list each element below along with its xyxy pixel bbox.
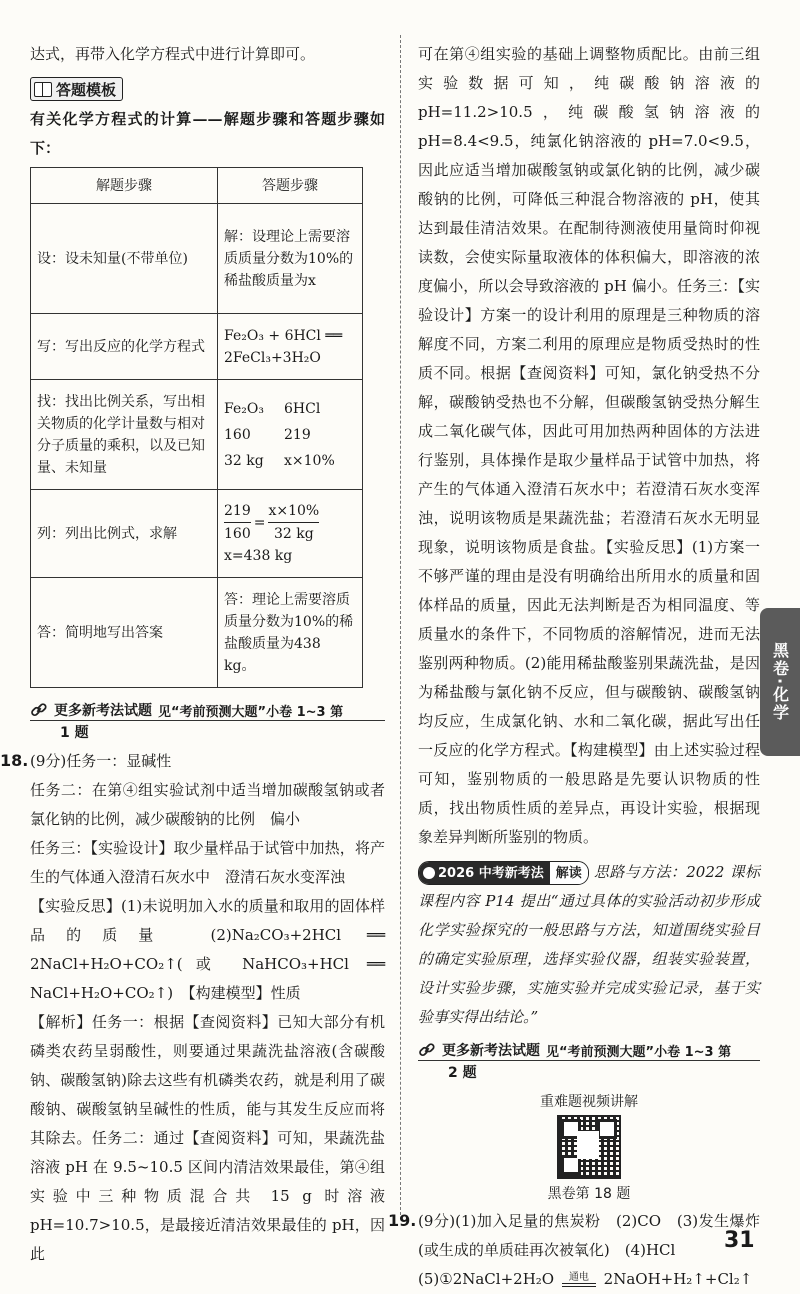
answer-line: 任务二：在第④组实验试剂中适当增加碳酸氢钠或者氯化钠的比例，减少碳酸钠的比例 偏小 (30, 781, 385, 828)
table-row (31, 490, 363, 578)
more-questions-1: 更多新考法试题 见“考前预测大题”小卷 1~3 第 1 题 (30, 700, 385, 745)
answer-line: 任务三：【实验设计】取少量样品于试管中加热，将产生的气体通入澄清石灰水中 澄清石灰水变浑浊 (30, 839, 385, 886)
question-18 (0, 747, 385, 1269)
analysis-continued: 可在第④组实验的基础上调整物质配比。由前三组实验数据可知，纯碳酸钠溶液的 pH=11.2>10.5，纯碳酸氢钠溶液的 pH=8.4<9.5，纯氯化钠溶液的 pH=7.0<9.5，因此应适当增加碳酸氢钠或氯化钠的比例，减少碳酸钠的比例，可降低三种混合物溶液的 pH，使其达到最佳清洁效果。在配制待测液使用量筒时仰视读数，会使实际量取液体的体积偏大，即溶液的浓度偏小，所以会导致溶液的 pH 偏小。任务三：【实验设计】方案一的设计利用的原理是三种物质的溶解度不同，方案二利用的原理应是物质受热时的性质不同。根据【查阅资料】可知，氯化钠受热不分解，碳酸钠受热也不分解，但碳酸氢钠受热分解生成二氧化碳气体，因此可用加热两种固体的方法进行鉴别，具体操作是取少量样品于试管中加热，将产生的气体通入澄清石灰水中；若澄清石灰水变浑浊，说明该物质是果蔬洗盐；若澄清石灰水无明显现象，说明该物质是食盐。【实验反思】(1)方案一不够严谨的理由是没有明确给出所用水的质量和固体样品的质量，因此无法判断是否为相同温度、等质量水的条件下，不同物质的溶解情况，进而无法鉴别两种物质。(2)能用稀盐酸鉴别果蔬洗盐，是因为稀盐酸与氯化钠不反应，但与碳酸钠、碳酸氢钠均反应，生成氯化钠、水和二氧化碳，据此写出任一反应的化学方程式。【构建模型】由上述实验过程可知，鉴别物质的一般思路是先要认识物质的性质，找出物质性质的差异点，再设计实验，根据现象差异判断所鉴别的物质。 (418, 45, 760, 846)
step-cell: 答：简明地写出答案 (31, 578, 218, 688)
reaction-arrow: 通电 (562, 1273, 596, 1287)
grid-value: 6HCl (284, 400, 321, 417)
table-row (31, 314, 363, 380)
table-header-cell: 答题步骤 (218, 168, 363, 204)
grid-value: 160 (224, 426, 251, 443)
template-heading: 有关化学方程式的计算——解题步骤和答题步骤如下： (30, 110, 385, 157)
step-cell: 写：写出反应的化学方程式 (31, 314, 218, 380)
question-19 (388, 1207, 760, 1294)
answer-cell (218, 314, 363, 380)
answer-line: (9分)(1)加入足量的焦炭粉 (2)CO (3)发生爆炸(或生成的单质硅再次被氧化) (4)HCl (418, 1212, 760, 1259)
left-column (0, 0, 385, 1269)
template-header (30, 77, 385, 101)
answer-line: 【实验反思】(1)未说明加入水的质量和取用的固体样品的质量 (2)Na₂CO₃+2HCl ══ 2NaCl+H₂O+CO₂↑(或 NaHCO₃+HCl ══ NaCl+H₂O+CO₂↑) 【构建模型】性质 (30, 897, 385, 1002)
answer-line: (9分)任务一：显碱性 (30, 752, 172, 770)
template-badge: 答题模板 (30, 77, 123, 101)
answer-cell: 解：设理论上需要溶质质量分数为10%的稀盐酸质量为x (218, 204, 363, 314)
proportion: $\frac{219}{160}$ = $\frac{x\times 10\%}{32 kg}$ (224, 500, 356, 545)
step-cell: 列：列出比例式，求解 (31, 490, 218, 578)
fraction: $\frac{219}{160}$ (224, 500, 251, 545)
link-icon (30, 701, 48, 719)
column-divider (400, 35, 401, 1215)
steps-table (30, 167, 363, 688)
video-title: 重难题视频讲解 (540, 1094, 638, 1110)
link-icon (418, 1041, 436, 1059)
grid-value: 32 kg (224, 452, 264, 469)
answer-cell (218, 490, 363, 578)
table-header-cell: 解题步骤 (31, 168, 218, 204)
new-exam-tag: 2026 中考新考法 解读 (418, 861, 589, 885)
grid-value: 219 (284, 426, 311, 443)
answer-line: (5)①2NaCl+2H₂O 通电 2NaOH+H₂↑+Cl₂↑ (418, 1270, 753, 1288)
lightbulb-icon (423, 867, 435, 879)
grid-value: Fe₂O₃ (224, 400, 264, 417)
fraction: $\frac{x\times 10\%}{32 kg}$ (268, 500, 319, 545)
subject-side-tab: 黑卷·化学 (760, 608, 800, 756)
page-number: 31 (724, 1228, 755, 1253)
step-cell: 找：找出比例关系，写出相关物质的化学计量数与相对分子质量的乘积，以及已知量、未知量 (31, 380, 218, 490)
table-row (31, 204, 363, 314)
grid-value: x×10% (284, 452, 335, 469)
right-column (388, 0, 760, 1294)
equation-line: Fe₂O₃ + 6HCl ══ (224, 327, 343, 344)
step-cell: 设：设未知量(不带单位) (31, 204, 218, 314)
table-row (31, 578, 363, 688)
ratio-grid (224, 398, 356, 472)
intro-line: 达式，再带入化学方程式中进行计算即可。 (30, 45, 316, 63)
question-number: 18. (0, 751, 29, 770)
analysis-paragraph: 【解析】任务一：根据【查阅资料】已知大部分有机磷类农药呈弱酸性，则要通过果蔬洗盐溶液(含碳酸钠、碳酸氢钠)除去这些有机磷类农药，就是利用了碳酸钠、碳酸氢钠呈碱性的性质，能与其发生反应而将其除去。任务二：通过【查阅资料】可知，果蔬洗盐溶液 pH 在 9.5~10.5 区间内清洁效果最佳，第④组实验中三种物质混合共 15 g 时溶液 pH=10.7>10.5，是最接近清洁效果最佳的 pH，因此 (30, 1013, 385, 1263)
answer-cell: 答：理论上需要溶质质量分数为10%的稀盐酸质量为438 kg。 (218, 578, 363, 688)
equation-line: 2FeCl₃+3H₂O (224, 349, 321, 366)
table-header-row (31, 168, 363, 204)
table-row (31, 380, 363, 490)
book-icon (34, 82, 52, 96)
exam-note: 2026 中考新考法 解读 思路与方法：2022 课标课程内容 P14 提出“通过具体的实验活动初步形成化学实验探究的一般思路与方法，知道围绕实验目的确定实验原理，选择实验仪器，组装实验装置，设计实验步骤，实施实验并完成实验记录，基于实验事实得出结论。” (418, 858, 760, 1032)
video-caption: 黑卷第 18 题 (547, 1186, 631, 1202)
answer-cell (218, 380, 363, 490)
more-questions-2: 更多新考法试题 见“考前预测大题”小卷 1~3 第 2 题 (418, 1040, 760, 1085)
qr-code-icon[interactable] (557, 1115, 621, 1179)
result-line: x=438 kg (224, 548, 293, 564)
video-block (418, 1091, 760, 1203)
question-number: 19. (388, 1211, 417, 1230)
